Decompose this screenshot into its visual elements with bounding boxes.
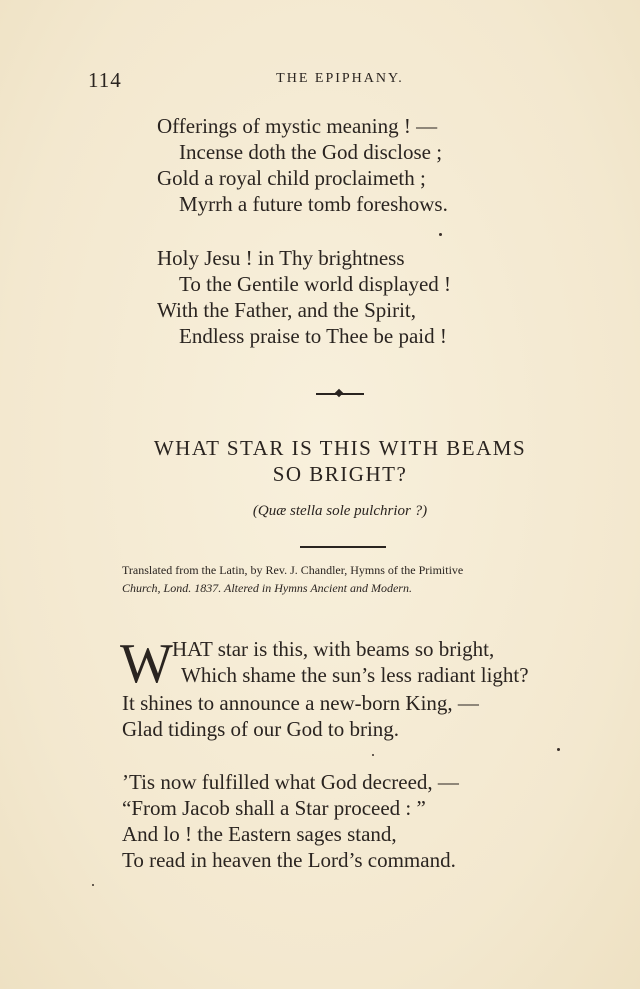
verse-line: It shines to announce a new-born King, —: [122, 691, 479, 715]
verse-line: Offerings of mystic meaning ! —: [157, 114, 438, 138]
print-speck: [439, 233, 442, 236]
verse-line: Endless praise to Thee be paid !: [179, 324, 447, 348]
latin-title: (Quæ stella sole pulchrior ?): [252, 503, 428, 519]
verse-line: With the Father, and the Spirit,: [157, 298, 417, 322]
verse-line: “From Jacob shall a Star proceed : ”: [122, 796, 426, 820]
running-title: THE EPIPHANY.: [276, 71, 404, 86]
verse-line: Which shame the sun’s less radiant light?: [181, 663, 529, 687]
verse-line: Gold a royal child proclaimeth ;: [157, 166, 426, 190]
hymn-title-line-2: SO BRIGHT?: [272, 462, 408, 486]
verse-line: Holy Jesu ! in Thy brightness: [157, 246, 405, 270]
verse-line: To the Gentile world displayed !: [179, 272, 452, 296]
verse-line: Glad tidings of our God to bring.: [122, 717, 400, 741]
print-speck: [557, 748, 560, 751]
verse-line: To read in heaven the Lord’s command.: [122, 848, 456, 872]
page-number: 114: [88, 68, 122, 92]
verse-line: HAT star is this, with beams so bright,: [172, 637, 495, 661]
running-header: [0, 68, 640, 92]
verse-line: Incense doth the God disclose ;: [179, 140, 443, 164]
verse-line: And lo ! the Eastern sages stand,: [122, 822, 397, 846]
translation-note-line-2: Church, Lond. 1837. Altered in Hymns Ancient and Modern.: [122, 581, 412, 595]
drop-cap: W: [120, 633, 173, 695]
title-rule: [300, 546, 386, 548]
print-speck: [92, 884, 94, 886]
verse-line: ’Tis now fulfilled what God decreed, —: [122, 770, 459, 794]
verse-line: Myrrh a future tomb foreshows.: [179, 192, 448, 216]
translation-note-line-1: Translated from the Latin, by Rev. J. Chandler, Hymns of the Primitive: [122, 563, 464, 577]
print-speck: [372, 754, 374, 756]
hymn-title-line-1: WHAT STAR IS THIS WITH BEAMS: [153, 436, 527, 460]
section-divider-ornament: [316, 393, 364, 395]
